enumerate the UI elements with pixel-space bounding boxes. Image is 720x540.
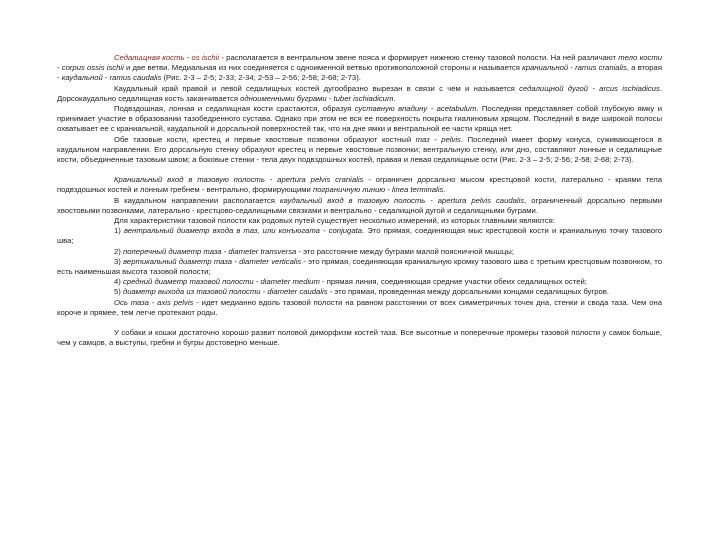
paragraph-p3: [57, 104, 662, 135]
text-run: .: [393, 93, 396, 103]
text-run: 4): [114, 277, 123, 287]
text-run: - идет медианно вдоль тазовой полости на равном расстоянии от всех симметричных точек дна, стенки и свода таза. Чем она короче и прямее, тем легче протекают роды.: [57, 297, 662, 317]
paragraph-p14: [57, 328, 662, 348]
term-italic: Ось таза - axis pelvis: [114, 297, 194, 307]
text-run: 2): [114, 246, 123, 256]
paragraph-p12: [57, 287, 662, 297]
text-run: Подвздошная, лонная и седалищная кости срастаются, образуя: [114, 104, 355, 114]
text-run: 5): [114, 287, 123, 297]
text-run: . Это прямая, соединяющая мыс крестцовой кости и краниальную точку тазового шва;: [57, 226, 662, 246]
term-italic: вентральный диаметр входа в таз, или конъюгата - conjugata: [123, 226, 363, 236]
term-italic: краниальной - ramus cranialis: [522, 63, 627, 73]
paragraph-p8: [57, 226, 662, 246]
text-run: 1): [114, 226, 124, 236]
text-run: .: [443, 185, 446, 195]
term-italic: каудальной - ramus caudalis: [61, 73, 162, 83]
paragraph-p6: [57, 196, 662, 216]
term-italic: седалищной дугой - arcus ischiadicus: [519, 83, 660, 93]
text-run: . Последняя представляет собой глубокую ямку и принимает участие в образовании тазобедренного сустава. Однако при этом не вся ее поверхность покрыта гиалиновым хрящом. Последний в виде широкой полосы охватывает ее с краниальной, каудальной и дорсальной поверхностей так, что на дне ямки и вентральной ее части хряща нет.: [57, 104, 662, 134]
text-run: (Рис. 2-3 – 2-5; 2-33; 2-34; 2-53 – 2-56; 2-58; 2-68; 2-73).: [161, 73, 361, 83]
text-run: . Дорсокаудально седалищная кость заканчивается: [57, 83, 662, 103]
text-run: , а вторая -: [57, 63, 662, 83]
text-run: - ограничен дорсально мысом крестцовой кости, латерально - краями тела подвздошных костей и лонным гребнем - вентрально, формирующими: [57, 175, 663, 195]
paragraph-p10: [57, 257, 662, 277]
text-run: , ограниченный дорсально первыми хвостовыми позвонками, латерально - крестцово-седалищными связками и вентрально - седалищной дугой и седалищными буграми.: [57, 195, 662, 215]
text-run: - это прямая, проведенная между дорсальными концами седалищных бугров.: [327, 287, 609, 297]
text-run: У собаки и кошки достаточно хорошо развит половой диморфизм костей таза. Все высотные и поперечные промеры тазовой полости у самок больше, чем у самцов, а выступы, гребни и бугры достоверно меньше.: [57, 328, 662, 348]
text-run: Обе тазовые кости, крестец и первые хвостовые позвонки образуют костный: [114, 134, 416, 144]
document-page: [57, 53, 662, 348]
paragraph-p9: [57, 247, 662, 257]
text-run: Каудальный край правой и левой седалищных костей дугообразно вырезан в связи с чем и называется: [114, 83, 520, 93]
term-italic: одноименными буграми - tuber ischiadicum: [240, 93, 394, 103]
paragraph-p5: [57, 175, 662, 195]
text-run: - это расстояние между буграми малой поясничной мышцы;: [296, 246, 514, 256]
text-run: . Последний имеет форму конуса, суживающегося в каудальном направлении. Его дорсальную стенку образуют крестец и первые хвостовые позвонки; вентральную стенку, или дно, составляют лонные и седалищные кости, объединенные тазовым швом; а боковые стенки - тела двух подвздошных костей, правая и левая седалищные ости (Рис. 2-3 – 2-5; 2-56; 2-58; 2-68; 2-73).: [57, 134, 662, 165]
text-run: - прямая линия, соединяющая средние участки обеих седалищных остей;: [319, 277, 587, 287]
text-run: В каудальном направлении располагается: [114, 195, 280, 205]
term-italic: тело кости - corpus ossis ischii: [57, 53, 662, 73]
text-run: Для характеристики тазовой полости как родовых путей существует несколько измерений, из которых главными являются:: [114, 216, 555, 226]
text-run: и две ветви. Медиальная из них соединяется с одноименной ветвью противоположной стороны и называется: [123, 63, 523, 73]
paragraph-p7: [57, 216, 662, 226]
term-italic: диаметр выхода из тазовой полости - diameter caudalis: [122, 287, 328, 297]
paragraph-p13: [57, 298, 662, 318]
term-italic: суставную впадину - acetabulum: [354, 104, 477, 114]
term-italic: Краниальный вход в тазовую полость - apertura pelvis cranialis: [114, 175, 364, 185]
term-italic: пограничную линию - linea terminalis: [312, 185, 444, 195]
term-italic: средний диаметр тазовой полости - diameter medium: [122, 277, 320, 287]
text-run: - располагается в вентральном звене пояса и формирует нижнюю стенку тазовой полости. На ней различают: [219, 53, 619, 62]
term-italic: каудальный вход в тазовую полость - apertura pelvis caudalis: [279, 195, 525, 205]
term-italic: вертикальный диаметр таза - diameter verticalis: [123, 256, 302, 266]
term-italic: поперечный диаметр таза - diameter transversa: [122, 246, 297, 256]
text-run: 3): [114, 256, 124, 266]
paragraph-p4: [57, 135, 662, 166]
paragraph-p11: [57, 277, 662, 287]
paragraph-p1: [57, 53, 662, 84]
term-italic: таз - pelvis: [415, 134, 461, 144]
text-run: - это прямая, соединяющая краниальную кромку тазового шва с третьим крестцовым позвонком, то есть наименьшая высота тазовой полости;: [57, 256, 662, 277]
term-highlight: Седалищная кость - os ischii: [114, 53, 220, 62]
paragraph-p2: [57, 84, 662, 104]
